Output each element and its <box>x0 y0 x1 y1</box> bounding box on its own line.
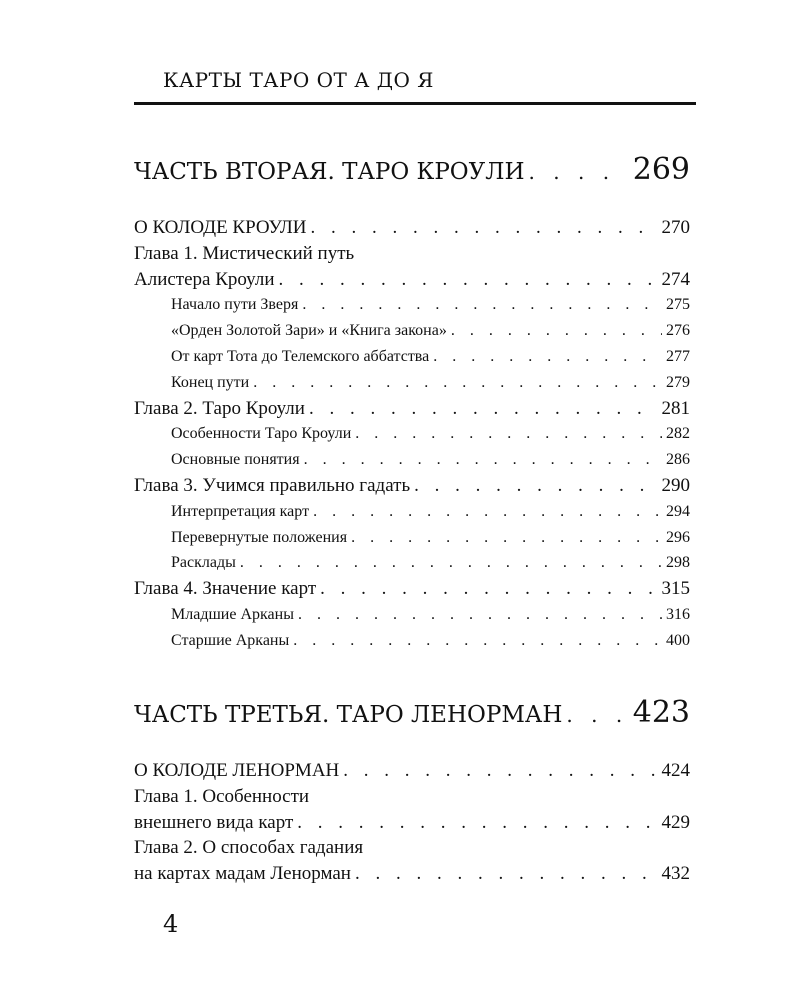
dot-leader <box>320 576 657 602</box>
toc-subentry <box>134 292 690 318</box>
dot-leader <box>240 550 662 576</box>
entry-title: Расклады <box>171 554 236 572</box>
dot-leader <box>253 370 662 396</box>
entry-page: 282 <box>666 425 690 443</box>
dot-leader <box>304 447 662 473</box>
dot-leader <box>313 499 662 525</box>
dot-leader <box>529 160 629 184</box>
dot-leader <box>451 318 662 344</box>
entry-title: на картах мадам Ленорман <box>134 863 351 885</box>
dot-leader <box>351 525 662 551</box>
dot-leader <box>298 602 662 628</box>
entry-title: Глава 4. Значение карт <box>134 578 317 600</box>
toc-subentry <box>134 447 690 473</box>
entry-page: 432 <box>661 863 690 885</box>
running-title: КАРТЫ ТАРО ОТ А ДО Я <box>163 68 434 92</box>
entry-page: 275 <box>666 296 690 314</box>
part3-section <box>134 695 690 735</box>
entry-title: Младшие Арканы <box>171 605 294 623</box>
entry-page: 294 <box>666 502 690 520</box>
entry-page: 429 <box>661 811 690 833</box>
toc-entry <box>134 861 690 887</box>
entry-title: Основные понятия <box>171 451 300 469</box>
entry-title: Начало пути Зверя <box>171 296 299 314</box>
toc-subentry <box>134 628 690 654</box>
entry-page: 274 <box>661 268 690 290</box>
entry-page: 296 <box>666 528 690 546</box>
toc-entry <box>134 576 690 602</box>
page-number: 4 <box>163 910 179 938</box>
toc-entry <box>134 396 690 422</box>
entry-title: Глава 1. Особенности <box>134 785 310 807</box>
part-heading <box>134 152 690 192</box>
entry-page: 276 <box>666 322 690 340</box>
part-title: ЧАСТЬ ТРЕТЬЯ. ТАРО ЛЕНОРМАН <box>134 702 563 728</box>
dot-leader <box>279 267 658 293</box>
entry-title: Глава 1. Мистический путь <box>134 242 355 264</box>
part-title: ЧАСТЬ ВТОРАЯ. ТАРО КРОУЛИ <box>134 159 525 185</box>
entry-title: О КОЛОДЕ ЛЕНОРМАН <box>134 760 340 781</box>
entry-title: Особенности Таро Кроули <box>171 425 352 443</box>
part3-entries <box>134 758 690 887</box>
toc-subentry <box>134 525 690 551</box>
entry-title: Конец пути <box>171 373 250 391</box>
dot-leader <box>302 292 662 318</box>
entry-page: 286 <box>666 451 690 469</box>
entry-title: Глава 3. Учимся правильно гадать <box>134 474 411 496</box>
entry-page: 277 <box>666 347 690 365</box>
toc-entry <box>134 810 690 836</box>
entry-title: Глава 2. О способах гадания <box>134 837 364 859</box>
toc-subentry <box>134 344 690 370</box>
dot-leader <box>433 344 662 370</box>
entry-page: 424 <box>661 760 690 781</box>
entry-title: Глава 2. Таро Кроули <box>134 397 305 419</box>
dot-leader <box>293 628 662 654</box>
entry-page: 279 <box>666 373 690 391</box>
toc-entry <box>134 784 690 810</box>
entry-title: «Орден Золотой Зари» и «Книга закона» <box>171 322 447 340</box>
entry-page: 290 <box>661 474 690 496</box>
toc-subentry <box>134 602 690 628</box>
toc-subentry <box>134 318 690 344</box>
toc-entry <box>134 267 690 293</box>
entry-page: 298 <box>666 554 690 572</box>
toc-entry <box>134 758 690 784</box>
dot-leader <box>343 758 657 784</box>
dot-leader <box>355 861 658 887</box>
dot-leader <box>566 703 628 727</box>
entry-title: внешнего вида карт <box>134 811 294 833</box>
part2-section <box>134 152 690 192</box>
entry-page: 270 <box>661 217 690 238</box>
entry-page: 315 <box>661 578 690 600</box>
entry-title: Алистера Кроули <box>134 268 275 290</box>
part2-entries <box>134 215 690 654</box>
part-page: 423 <box>632 695 690 730</box>
entry-title: О КОЛОДЕ КРОУЛИ <box>134 217 307 238</box>
header-rule <box>134 102 696 105</box>
entry-page: 400 <box>666 631 690 649</box>
entry-page: 281 <box>661 397 690 419</box>
entry-title: Интерпретация карт <box>171 502 310 520</box>
toc-subentry <box>134 421 690 447</box>
dot-leader <box>414 473 657 499</box>
toc-subentry <box>134 370 690 396</box>
entry-title: Перевернутые положения <box>171 528 348 546</box>
toc-subentry <box>134 550 690 576</box>
part-heading <box>134 695 690 735</box>
entry-title: Старшие Арканы <box>171 631 290 649</box>
dot-leader <box>309 396 658 422</box>
dot-leader <box>355 421 662 447</box>
toc-subentry <box>134 499 690 525</box>
dot-leader <box>297 810 657 836</box>
dot-leader <box>310 215 657 241</box>
toc-entry <box>134 835 690 861</box>
toc-entry <box>134 473 690 499</box>
entry-title: От карт Тота до Телемского аббатства <box>171 347 430 365</box>
entry-page: 316 <box>666 605 690 623</box>
part-page: 269 <box>632 152 690 187</box>
toc-entry <box>134 241 690 267</box>
toc-entry <box>134 215 690 241</box>
